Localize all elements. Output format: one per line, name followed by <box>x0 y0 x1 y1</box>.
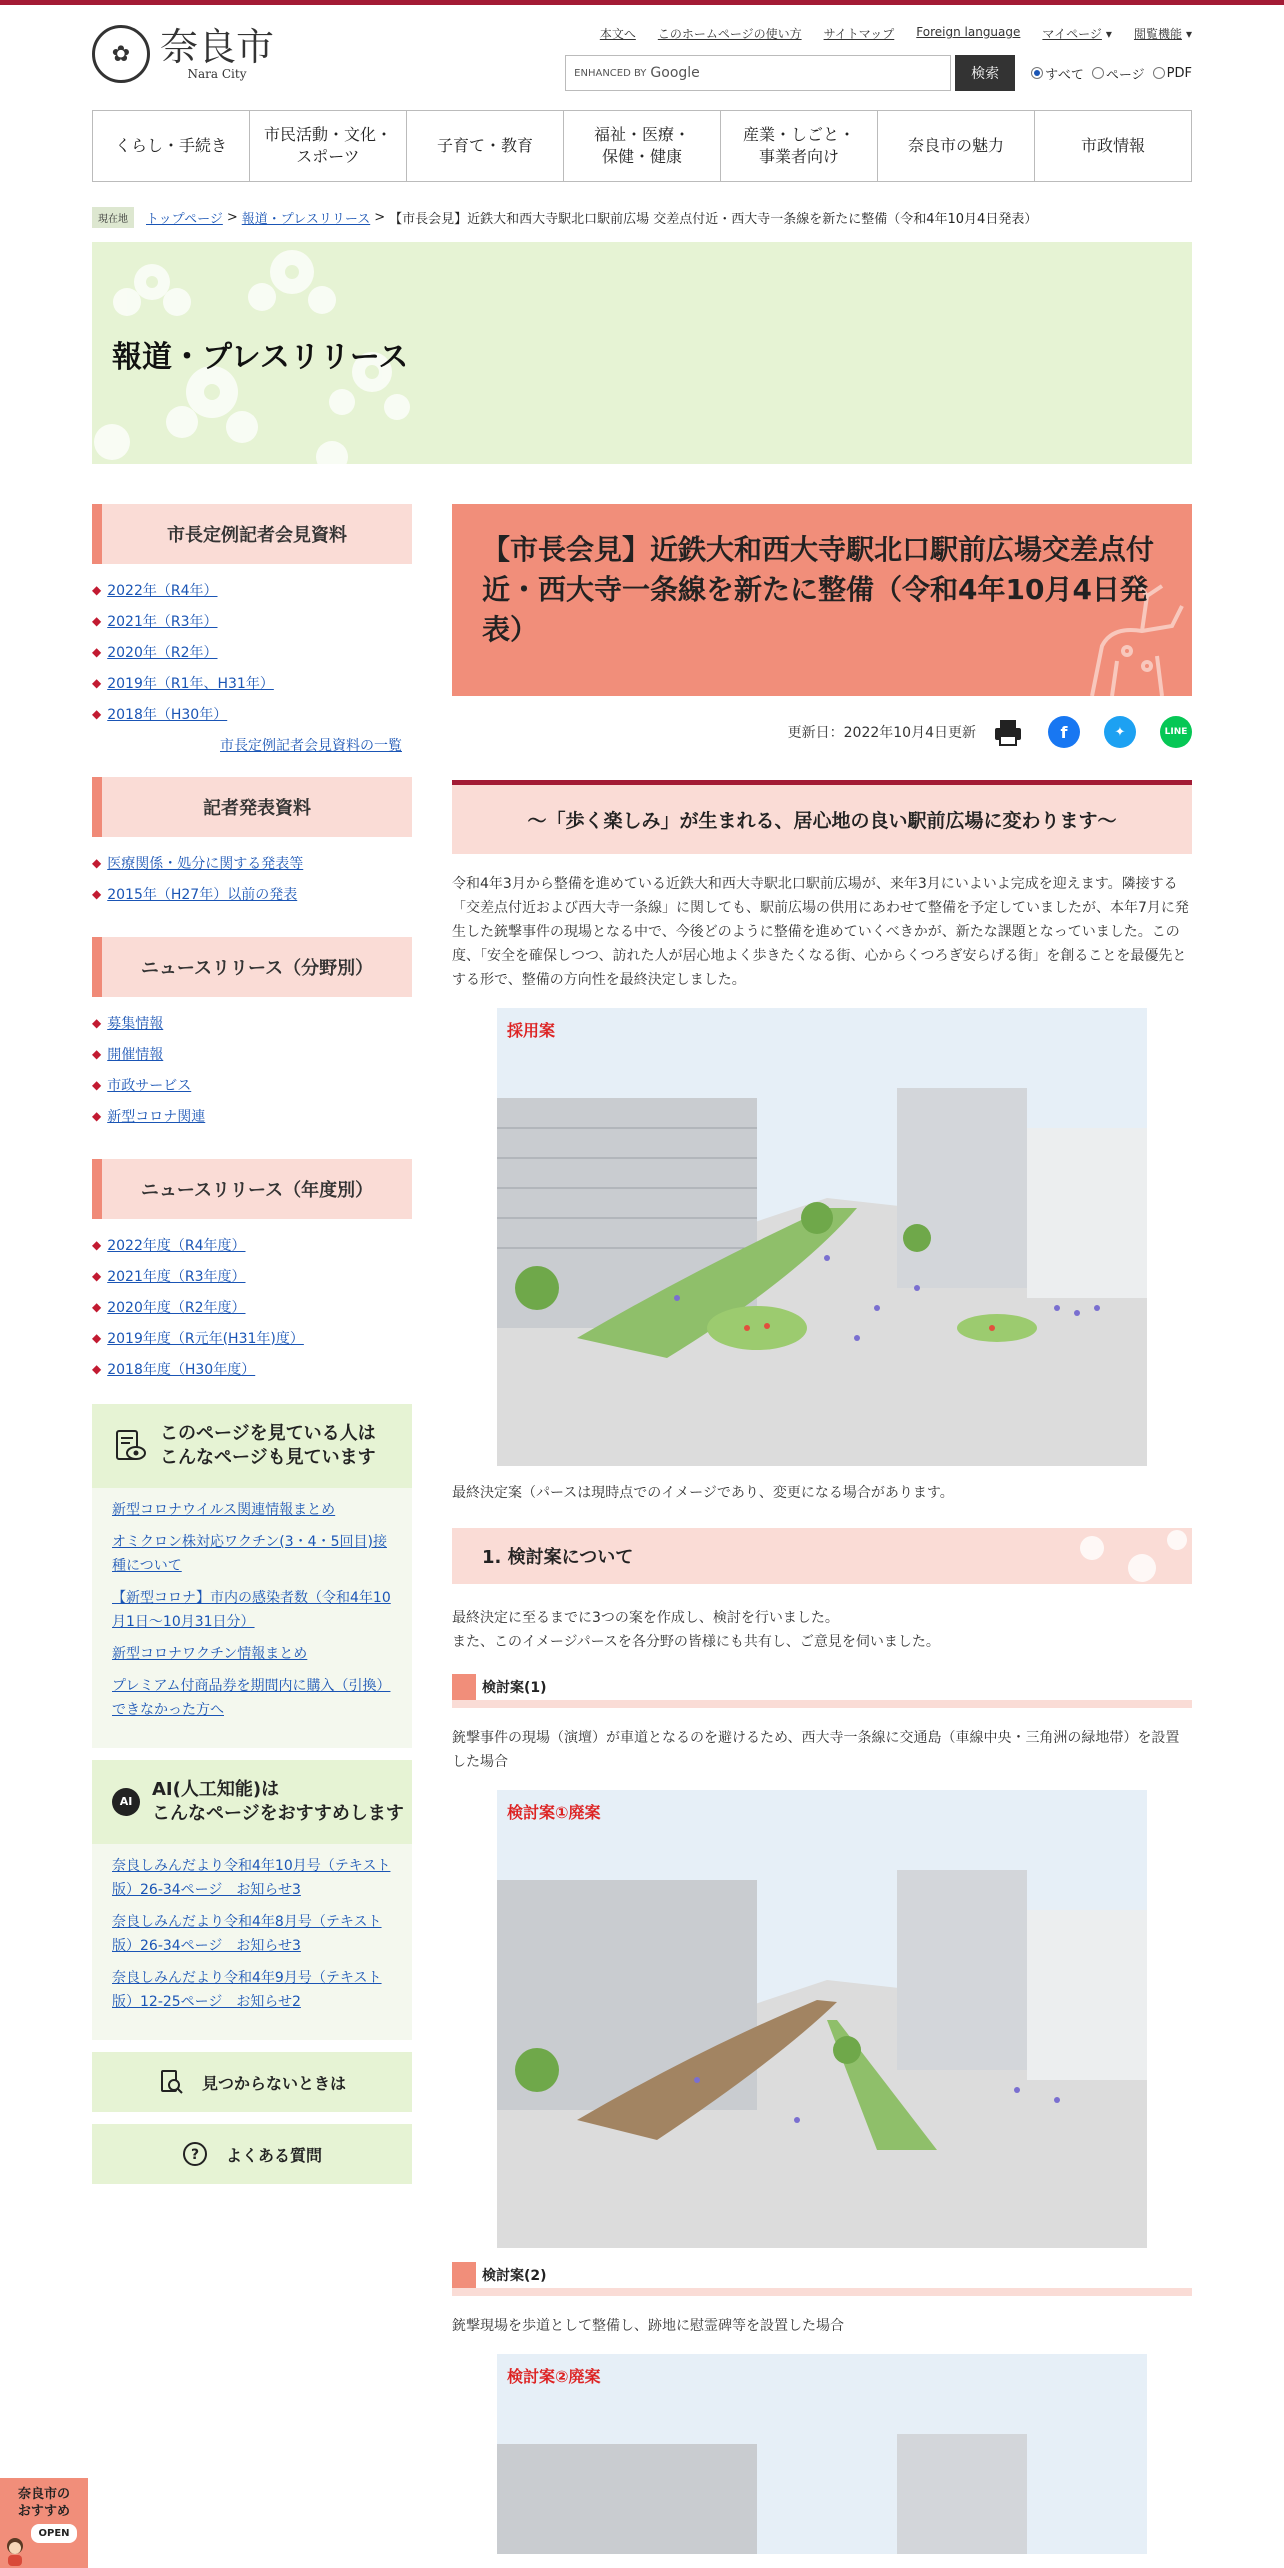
plan1-image <box>497 1790 1147 2248</box>
site-logo[interactable] <box>92 25 274 83</box>
list-item[interactable]: ◆ 開催情報 <box>92 1038 412 1069</box>
list-item[interactable]: 奈良しみんだより令和4年9月号（テキスト版）12-25ページ お知らせ2 <box>112 1970 382 2010</box>
utility-links <box>600 25 1192 42</box>
svg-text:?: ? <box>190 2147 200 2163</box>
site-header <box>92 5 1192 105</box>
google-brand-label: Google <box>650 65 700 81</box>
scope-pdf-radio[interactable]: PDF <box>1153 64 1192 83</box>
list-item[interactable]: 【新型コロナ】市内の感染者数（令和4年10月1日～10月31日分） <box>112 1590 391 1630</box>
breadcrumb-parent[interactable]: 報道・プレスリリース <box>241 211 371 227</box>
sidebar-field-list <box>92 997 412 1137</box>
ai-heading: AI AI(人工知能)は こんなページをおすすめします <box>92 1760 412 1844</box>
list-item[interactable]: プレミアム付商品券を期間内に購入（引換）できなかった方へ <box>112 1678 391 1718</box>
list-item[interactable]: ◆ 2021年（R3年） <box>92 605 412 636</box>
viewed-list <box>92 1488 412 1748</box>
document-eye-icon <box>112 1428 148 1464</box>
flower-pattern-icon <box>1062 1528 1192 1584</box>
list-item[interactable]: ◆ 2021年度（R3年度） <box>92 1260 412 1291</box>
sidebar-year-list <box>92 1219 412 1390</box>
ai-recommendations <box>92 1760 412 2040</box>
sidebar-press-heading: 記者発表資料 <box>92 777 412 837</box>
banner-title: 報道・プレスリリース <box>112 340 409 375</box>
list-item[interactable]: ◆ 募集情報 <box>92 1007 412 1038</box>
nav-childcare[interactable]: 子育て・教育 <box>406 111 563 181</box>
ai-list <box>92 1844 412 2040</box>
nav-attractions[interactable]: 奈良市の魅力 <box>877 111 1034 181</box>
list-item[interactable]: ◆ 2019年（R1年、H31年） <box>92 667 412 698</box>
line-icon[interactable]: LINE <box>1160 716 1192 748</box>
list-item[interactable]: ◆ 2020年度（R2年度） <box>92 1291 412 1322</box>
character-icon <box>2 2536 28 2566</box>
figure-label: 検討案②廃案 <box>507 2367 601 2386</box>
list-item[interactable]: 奈良しみんだより令和4年8月号（テキスト版）26-34ページ お知らせ3 <box>112 1914 382 1954</box>
sidebar-field-heading: ニュースリリース（分野別） <box>92 937 412 997</box>
ai-badge-icon: AI <box>112 1788 140 1816</box>
search-bar <box>565 55 1192 91</box>
nav-industry[interactable]: 産業・しごと・ 事業者向け <box>720 111 877 181</box>
sidebar-year-heading: ニュースリリース（年度別） <box>92 1159 412 1219</box>
section-text-1: 最終決定に至るまでに3つの案を作成し、検討を行いました。 <box>452 1610 839 1626</box>
list-item[interactable]: ◆ 市政サービス <box>92 1069 412 1100</box>
article-meta <box>452 696 1192 768</box>
adopted-plan-image <box>497 1008 1147 1466</box>
how-to-use-link[interactable]: このホームページの使い方 <box>657 27 802 41</box>
not-found-button[interactable]: 見つからないときは <box>92 2052 412 2112</box>
breadcrumb: 現在地 トップページ > 報道・プレスリリース > 【市長会見】近鉄大和西大寺駅北口駅前広場 交差点付近・西大寺一条線を新たに整備（令和4年10月4日発表） <box>92 206 1192 228</box>
nav-city-info[interactable]: 市政情報 <box>1034 111 1191 181</box>
list-item[interactable]: 新型コロナウイルス関連情報まとめ <box>112 1502 336 1518</box>
article-title-box <box>452 504 1192 696</box>
faq-button[interactable]: ? よくある質問 <box>92 2124 412 2184</box>
updated-date: 更新日：2022年10月4日更新 <box>787 725 976 741</box>
list-item[interactable]: ◆ 2018年度（H30年度） <box>92 1353 412 1384</box>
main-content <box>452 504 1192 2554</box>
list-item[interactable]: ◆ 2022年（R4年） <box>92 574 412 605</box>
search-document-icon <box>158 2069 184 2095</box>
nav-living[interactable]: くらし・手続き <box>114 136 227 155</box>
nav-welfare[interactable]: 福祉・医療・ 保健・健康 <box>563 111 720 181</box>
list-item[interactable]: 新型コロナワクチン情報まとめ <box>112 1646 308 1662</box>
section-heading: 1. 検討案について <box>452 1528 1192 1584</box>
list-item[interactable]: 奈良しみんだより令和4年10月号（テキスト版）26-34ページ お知らせ3 <box>112 1858 391 1898</box>
skip-to-content-link[interactable]: 本文へ <box>599 27 636 41</box>
list-item[interactable]: オミクロン株対応ワクチン(3・4・5回目)接種について <box>112 1534 387 1574</box>
logo-subtitle: Nara City <box>187 67 247 81</box>
subsection-heading-2: 検討案(2) <box>452 2262 1192 2296</box>
sitemap-link[interactable]: サイトマップ <box>823 27 895 41</box>
list-item[interactable]: ◆ 2015年（H27年）以前の発表 <box>92 878 412 909</box>
city-emblem-icon: ✿ <box>92 25 150 83</box>
search-button[interactable]: 検索 <box>955 55 1015 91</box>
section-text-2: また、このイメージパースを各分野の皆様にも共有し、ご意見を伺いました。 <box>452 1634 940 1650</box>
subsection-text-2: 銃撃現場を歩道として整備し、跡地に慰霊碑等を設置した場合 <box>452 2318 844 2334</box>
twitter-icon[interactable]: ✦ <box>1104 716 1136 748</box>
list-item[interactable]: ◆ 2020年（R2年） <box>92 636 412 667</box>
question-icon <box>182 2141 208 2167</box>
scope-page-radio[interactable]: ページ <box>1092 64 1145 83</box>
viewed-heading: このページを見ている人は こんなページも見ています <box>92 1404 412 1488</box>
global-nav <box>92 110 1192 182</box>
station-plaza-illustration <box>497 1790 1147 2248</box>
figure-caption: 最終決定案（パースは現時点でのイメージであり、変更になる場合があります。 <box>452 1485 954 1501</box>
nav-culture[interactable]: 市民活動・文化・ スポーツ <box>249 111 406 181</box>
breadcrumb-label: 現在地 <box>92 207 134 228</box>
sidebar-mayor-heading: 市長定例記者会見資料 <box>92 504 412 564</box>
figure-label: 採用案 <box>507 1021 556 1040</box>
subsection-heading-1: 検討案(1) <box>452 1674 1192 1708</box>
list-item[interactable]: ◆ 医療関係・処分に関する発表等 <box>92 847 412 878</box>
search-scope-radios <box>1031 64 1192 83</box>
scope-all-radio[interactable]: すべて <box>1031 64 1084 83</box>
list-item[interactable]: ◆ 2018年（H30年） <box>92 698 412 729</box>
breadcrumb-home[interactable]: トップページ <box>146 211 223 227</box>
section-banner <box>92 242 1192 464</box>
facebook-icon[interactable]: f <box>1048 716 1080 748</box>
floating-recommend-button[interactable]: 奈良市の おすすめ OPEN <box>0 2478 88 2568</box>
list-item[interactable]: ◆ 2019年度（R元年(H31年)度） <box>92 1322 412 1353</box>
logo-title: 奈良市 <box>160 25 275 69</box>
mayor-list-more-link[interactable]: 市長定例記者会見資料の一覧 <box>220 738 402 754</box>
station-plaza-illustration <box>497 1008 1147 1466</box>
mypage-dropdown[interactable]: マイページ ▾ <box>1042 25 1112 42</box>
list-item[interactable]: ◆ 新型コロナ関連 <box>92 1100 412 1131</box>
lead-heading: ～「歩く楽しみ」が生まれる、居心地の良い駅前広場に変わります～ <box>452 780 1192 854</box>
list-item[interactable]: ◆ 2022年度（R4年度） <box>92 1229 412 1260</box>
foreign-language-link[interactable]: Foreign language <box>916 25 1021 39</box>
lead-text: 令和4年3月から整備を進めている近鉄大和西大寺駅北口駅前広場が、来年3月にいよいよ完成を迎えます。隣接する「交差点付近および西大寺一条線」に関しても、駅前広場の供用にあわせて整備を予定していましたが、本年7月に発生した銃撃事件の現場となる中で、今後どのように整備を進めていくべきかが、新たな課題となっていました。この度、「安全を確保しつつ、訪れた人が居心地よく歩きたくなる街、心からくつろぎ安らげる街」を創ることを最優先とする形で、整備の方向性を最終決定しました。 <box>452 876 1189 988</box>
sidebar <box>92 504 412 2554</box>
search-enhanced-label: ENHANCED BY <box>574 67 647 79</box>
open-label: OPEN <box>31 2524 76 2543</box>
plan2-image <box>497 2354 1147 2554</box>
viewed-recommendations <box>92 1404 412 1748</box>
accessibility-dropdown[interactable]: 閲覧機能 ▾ <box>1134 25 1192 42</box>
breadcrumb-current: 【市長会見】近鉄大和西大寺駅北口駅前広場 交差点付近・西大寺一条線を新たに整備（令和4年10月4日発表） <box>389 211 1038 227</box>
article-title: 【市長会見】近鉄大和西大寺駅北口駅前広場交差点付近・西大寺一条線を新たに整備（令和4年10月4日発表） <box>482 533 1155 646</box>
subsection-text-1: 銃撃事件の現場（演壇）が車道となるのを避けるため、西大寺一条線に交通島（車線中央・三角洲の緑地帯）を設置した場合 <box>452 1730 1180 1770</box>
search-input[interactable] <box>565 55 951 91</box>
sidebar-mayor-list <box>92 564 412 735</box>
sidebar-press-list <box>92 837 412 915</box>
print-icon[interactable] <box>992 716 1024 748</box>
figure-label: 検討案①廃案 <box>507 1803 601 1822</box>
